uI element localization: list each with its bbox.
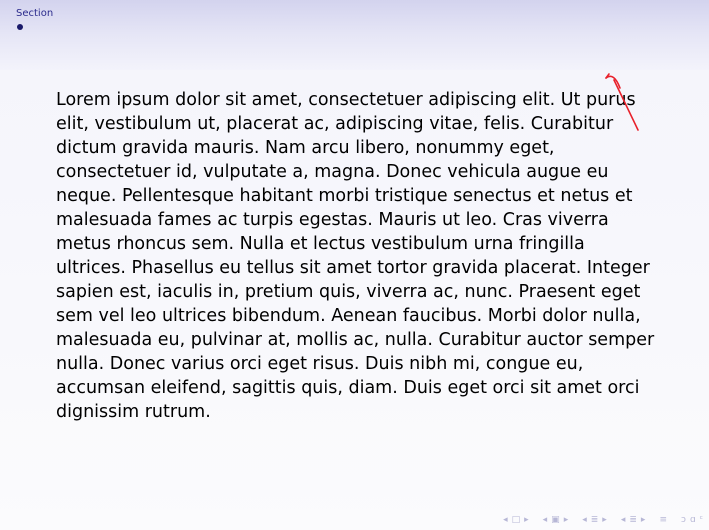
- slide-list-icon[interactable]: ≣: [629, 515, 637, 525]
- prev-subsection-icon[interactable]: ◂: [582, 515, 587, 525]
- search-icon[interactable]: ↄ: [680, 515, 686, 525]
- headline-bar: [0, 0, 709, 70]
- subsection-icon[interactable]: ≣: [590, 515, 599, 525]
- first-slide-icon[interactable]: ◂: [503, 515, 508, 525]
- frame-icon[interactable]: □: [511, 515, 521, 525]
- section-nav-link[interactable]: Section: [16, 8, 54, 19]
- next-section-icon[interactable]: ▸: [563, 515, 569, 525]
- back-icon[interactable]: ᶜ: [699, 515, 703, 525]
- prev-slide-icon[interactable]: ◂: [620, 515, 626, 525]
- outline-icon[interactable]: ≡: [659, 515, 667, 525]
- prev-section-icon[interactable]: ◂: [542, 515, 548, 525]
- next-slide-icon[interactable]: ▸: [640, 515, 646, 525]
- frame-indicator-dot[interactable]: [17, 24, 23, 30]
- section-icon[interactable]: ▣: [551, 515, 560, 525]
- beamer-navigation-bar: [503, 514, 703, 526]
- zoom-icon[interactable]: ɑ: [689, 515, 696, 525]
- next-frame-icon[interactable]: ▸: [524, 515, 529, 525]
- next-subsection-icon[interactable]: ▸: [602, 515, 607, 525]
- slide-body-text: Lorem ipsum dolor sit amet, consectetuer adipiscing elit. Ut purus elit, vestibulum ut, placerat ac, adipiscing vitae, felis. Curabitur dictum gravida mauris. Nam arcu libero, nonummy eget, consectetuer id, vulputate a, magna. Donec vehicula augue eu neque. Pellentesque habitant morbi tristique senectus et netus et malesuada fames ac turpis egestas. Mauris ut leo. Cras viverra metus rhoncus sem. Nulla et lectus vestibulum urna fringilla ultrices. Phasellus eu tellus sit amet tortor gravida placerat. Integer sapien est, iaculis in, pretium quis, viverra ac, nunc. Praesent eget sem vel leo ultrices bibendum. Aenean faucibus. Morbi dolor nulla, malesuada eu, pulvinar at, mollis ac, nulla. Curabitur auctor semper nulla. Donec varius orci eget risus. Duis nibh mi, congue eu, accumsan eleifend, sagittis quis, diam. Duis eget orci sit amet orci dignissim rutrum.: [56, 90, 655, 422]
